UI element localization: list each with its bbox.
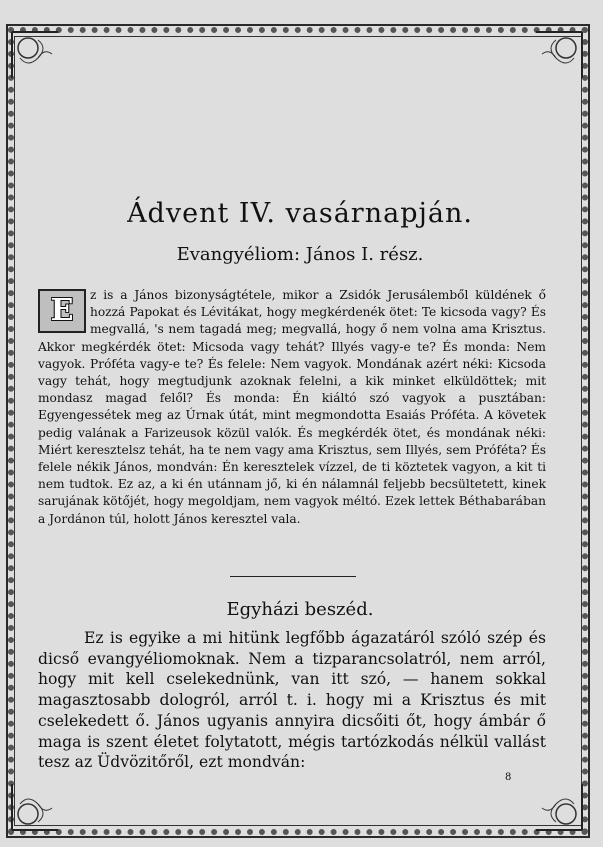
gospel-text: z is a János bizonyságtétele, mikor a Zsidók Jerusálemből küldének ő hozzá Papokat és Lévitákat, hogy megkérdenék ötet: Te kicsoda vagy? És megvallá, 's nem tagadá meg; megvallá, hogy ő nem volna ama Krisztus. Akkor megkérdék ötet: Micsoda vagy tehát? Illyés vagy-e te? És monda: Nem vagyok. Próféta vagy-e te? És felele: Nem vagyok. Mondának azért néki: Kicsoda vagy tehát, hogy megtudjunk azoknak felelni, a kik minket elküldöttek; mit mondasz magad felől? És monda: Én kiáltó szó vagyok a pusztában: Egyengessétek meg az Úrnak útát, mint megmondotta Esaiás Próféta. A követek pedig valának a Farizeusok közül valók. És megkérdék ötet, és mondának néki: Miért keresztelsz tehát, ha te nem vagy ama Krisztus, sem Illyés, sem Próféta? És felele nékik János, mondván: Én keresztelek vízzel, de ti köztetek vagyon, a kit ti nem tudtok. Ez az, a ki én utánnam jő, ki én nálamnál feljebb becsültetett, kinek sarujának kötőjét, hogy megoldjam, nem vagyok méltó. Ezek lettek Béthabarában a Jordánon túl, holott János keresztel vala.: [38, 288, 546, 526]
corner-ornament-top-right: [532, 28, 586, 82]
page-number: 8: [505, 772, 512, 783]
gospel-subtitle: Evangyéliom: János I. rész.: [176, 244, 424, 265]
corner-ornament-top-left: [8, 28, 62, 82]
gospel-passage: [38, 287, 546, 528]
sermon-title: Egyházi beszéd.: [226, 599, 374, 620]
sermon-text: Ez is egyike a mi hitünk legfőbb ágazatáról szóló szép és dicső evangyéliomoknak. Nem a tizparancsolatról, nem arról, hogy mit kell cselekednünk, van itt szó, — hanem sokkal magasztosabb dologról, arról t. i. hogy mi a Krisztus és mit cselekedett ő. János ugyanis annyira dicsőiti őt, hogy ámbár ő maga is szent életet folytatott, mégis tartózkodás nélkül vallást tesz az Üdvözitőről, ezt mondván:: [38, 629, 546, 772]
ornamental-dropcap: E: [38, 289, 86, 333]
sermon-passage: [38, 628, 546, 773]
section-divider: [230, 576, 356, 577]
page-title: Ádvent IV. vasárnapján.: [127, 198, 473, 229]
corner-ornament-bottom-right: [532, 780, 586, 834]
corner-ornament-bottom-left: [8, 780, 62, 834]
